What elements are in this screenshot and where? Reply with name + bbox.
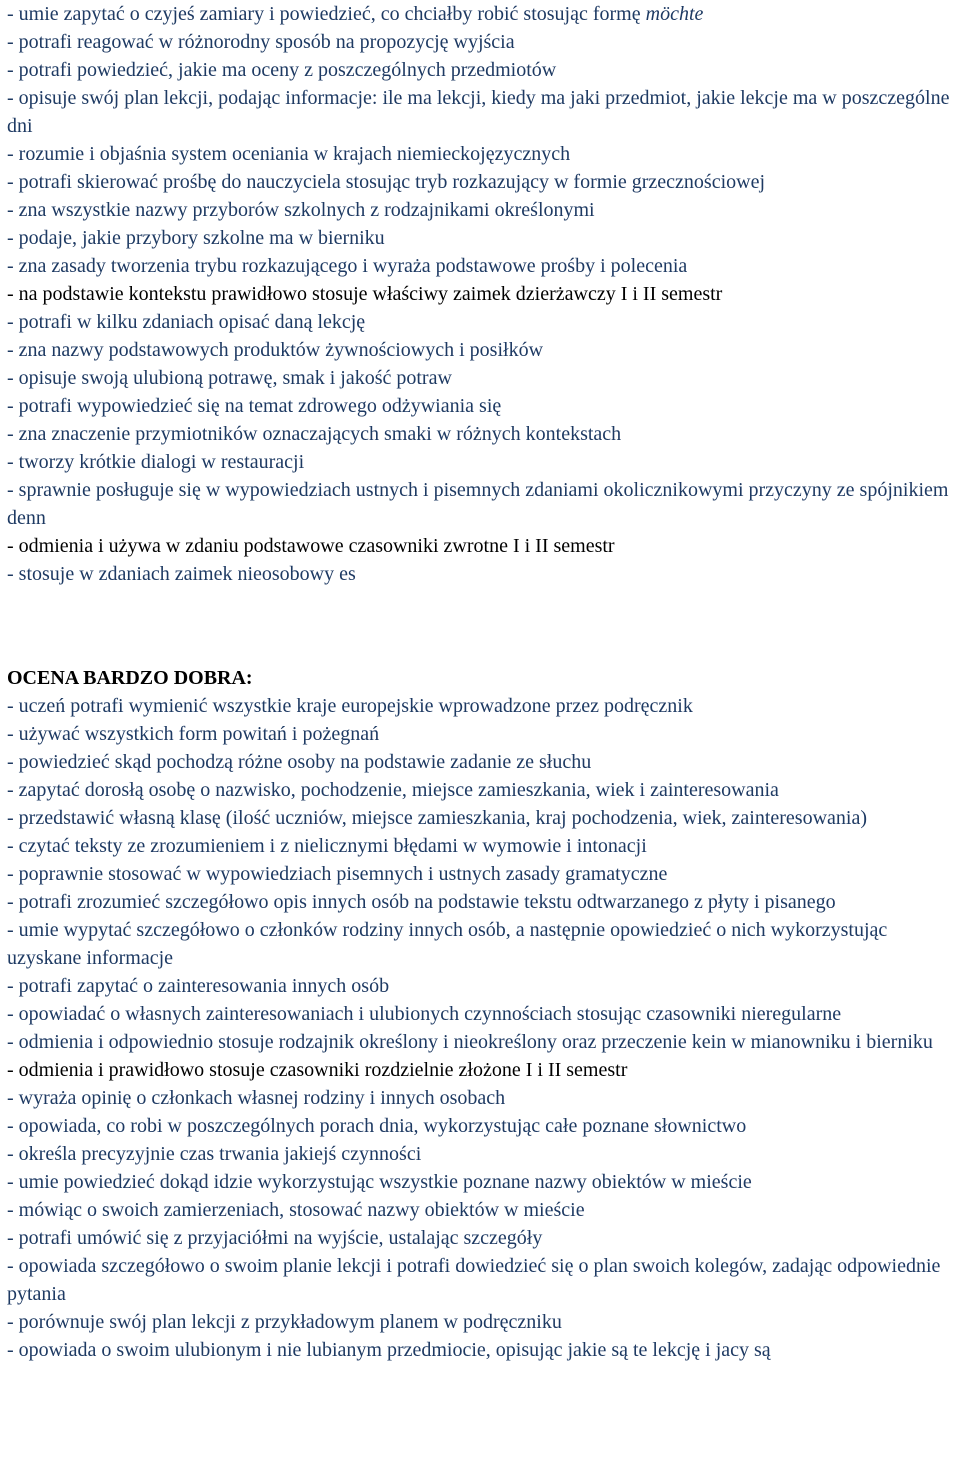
- criterion-item: [7, 168, 952, 196]
- criterion-item: [7, 560, 952, 588]
- section-heading: OCENA BARDZO DOBRA:: [7, 667, 253, 689]
- criterion-item: [7, 1308, 952, 1336]
- criterion-item: [7, 392, 952, 420]
- criterion-text: - sprawnie posługuje się w wypowiedziach ustnych i pisemnych zdaniami okolicznikowymi przyczyny ze spójnikiem denn: [7, 479, 949, 529]
- criterion-item: [7, 1112, 952, 1140]
- criterion-item: [7, 832, 952, 860]
- criterion-item: [7, 804, 952, 832]
- criterion-text: - poprawnie stosować w wypowiedziach pisemnych i ustnych zasady gramatyczne: [7, 863, 668, 885]
- criterion-text: - przedstawić własną klasę (ilość uczniów, miejsce zamieszkania, kraj pochodzenia, wiek, zainteresowania): [7, 807, 867, 829]
- criterion-text: - podaje, jakie przybory szkolne ma w bierniku: [7, 227, 385, 249]
- criterion-text: - tworzy krótkie dialogi w restauracji: [7, 451, 305, 473]
- criterion-item: [7, 1168, 952, 1196]
- criterion-item: [7, 1028, 952, 1056]
- criterion-text: - stosuje w zdaniach zaimek nieosobowy es: [7, 563, 356, 585]
- criterion-item: [7, 916, 952, 972]
- criterion-item: [7, 448, 952, 476]
- criterion-item: [7, 420, 952, 448]
- criterion-item: [7, 28, 952, 56]
- criterion-item: [7, 56, 952, 84]
- criterion-item: [7, 84, 952, 140]
- criterion-text: - zna wszystkie nazwy przyborów szkolnych z rodzajnikami określonymi: [7, 199, 595, 221]
- criterion-text: - umie zapytać o czyjeś zamiary i powiedzieć, co chciałby robić stosując formę: [7, 3, 646, 25]
- criterion-text: - potrafi zrozumieć szczegółowo opis innych osób na podstawie tekstu odtwarzanego z płyty i pisanego: [7, 891, 836, 913]
- criterion-text: - potrafi reagować w różnorodny sposób na propozycję wyjścia: [7, 31, 515, 53]
- criterion-text: - umie wypytać szczegółowo o członków rodziny innych osób, a następnie opowiedzieć o nich wykorzystując uzyskane informacje: [7, 919, 888, 969]
- criterion-item: [7, 1224, 952, 1252]
- criterion-item: [7, 196, 952, 224]
- criterion-text: - opisuje swoją ulubioną potrawę, smak i jakość potraw: [7, 367, 452, 389]
- criterion-text: - zna nazwy podstawowych produktów żywnościowych i posiłków: [7, 339, 544, 361]
- criterion-text: - zna znaczenie przymiotników oznaczających smaki w różnych kontekstach: [7, 423, 622, 445]
- criterion-item: [7, 776, 952, 804]
- criterion-text: - opowiadać o własnych zainteresowaniach i ulubionych czynnościach stosując czasowniki nieregularne: [7, 1003, 842, 1025]
- criterion-item: [7, 308, 952, 336]
- criterion-text: - odmienia i odpowiednio stosuje rodzajnik określony i nieokreślony oraz przeczenie kein w mianowniku i bierniku: [7, 1031, 933, 1053]
- criterion-item: [7, 748, 952, 776]
- criterion-text: - na podstawie kontekstu prawidłowo stosuje właściwy zaimek dzierżawczy I i II semestr: [7, 283, 723, 305]
- criteria-list-1: [7, 0, 952, 588]
- criterion-text: - zapytać dorosłą osobę o nazwisko, pochodzenie, miejsce zamieszkania, wiek i zainteresowania: [7, 779, 779, 801]
- criterion-text: - potrafi wypowiedzieć się na temat zdrowego odżywiania się: [7, 395, 502, 417]
- criterion-item: [7, 972, 952, 1000]
- criterion-text: - uczeń potrafi wymienić wszystkie kraje europejskie wprowadzone przez podręcznik: [7, 695, 693, 717]
- criterion-item: [7, 1000, 952, 1028]
- criterion-text: - potrafi umówić się z przyjaciółmi na wyjście, ustalając szczegóły: [7, 1227, 543, 1249]
- criterion-text: - umie powiedzieć dokąd idzie wykorzystując wszystkie poznane nazwy obiektów w mieście: [7, 1171, 752, 1193]
- criterion-text: - opowiada szczegółowo o swoim planie lekcji i potrafi dowiedzieć się o plan swoich kolegów, zadając odpowiednie pytania: [7, 1255, 941, 1305]
- criterion-item: [7, 692, 952, 720]
- criterion-item: [7, 1084, 952, 1112]
- criterion-text: - wyraża opinię o członkach własnej rodziny i innych osobach: [7, 1087, 506, 1109]
- criterion-text: - zna zasady tworzenia trybu rozkazującego i wyraża podstawowe prośby i polecenia: [7, 255, 688, 277]
- criterion-item: [7, 860, 952, 888]
- criterion-item: [7, 1252, 952, 1308]
- criterion-item: [7, 888, 952, 916]
- criterion-item: [7, 1140, 952, 1168]
- criterion-item: [7, 140, 952, 168]
- criterion-emphasis: möchte: [645, 3, 704, 25]
- criterion-text: - potrafi w kilku zdaniach opisać daną lekcję: [7, 311, 366, 333]
- criterion-item: [7, 364, 952, 392]
- criterion-text: - czytać teksty ze zrozumieniem i z nielicznymi błędami w wymowie i intonacji: [7, 835, 647, 857]
- criterion-text: - określa precyzyjnie czas trwania jakiejś czynności: [7, 1143, 422, 1165]
- criterion-item: [7, 336, 952, 364]
- criterion-text: - potrafi zapytać o zainteresowania innych osób: [7, 975, 390, 997]
- criterion-text: - porównuje swój plan lekcji z przykładowym planem w podręczniku: [7, 1311, 562, 1333]
- criterion-text: - rozumie i objaśnia system oceniania w krajach niemieckojęzycznych: [7, 143, 571, 165]
- criterion-item: [7, 1056, 952, 1084]
- criterion-item: [7, 280, 952, 308]
- section-spacer: [7, 588, 952, 644]
- criterion-text: - potrafi skierować prośbę do nauczyciela stosując tryb rozkazujący w formie grzecznościowej: [7, 171, 766, 193]
- criterion-item: [7, 1196, 952, 1224]
- criterion-item: [7, 252, 952, 280]
- criterion-item: [7, 1336, 952, 1364]
- criterion-item: [7, 532, 952, 560]
- criterion-text: - powiedzieć skąd pochodzą różne osoby na podstawie zadanie ze słuchu: [7, 751, 592, 773]
- criterion-item: [7, 0, 952, 28]
- criterion-text: - odmienia i prawidłowo stosuje czasowniki rozdzielnie złożone I i II semestr: [7, 1059, 628, 1081]
- criterion-item: [7, 720, 952, 748]
- criterion-text: - mówiąc o swoich zamierzeniach, stosować nazwy obiektów w mieście: [7, 1199, 585, 1221]
- criteria-list-2: [7, 692, 952, 1364]
- criterion-text: - opisuje swój plan lekcji, podając informacje: ile ma lekcji, kiedy ma jaki przedmiot, jakie lekcje ma w poszczególne dni: [7, 87, 950, 137]
- criterion-text: - opowiada, co robi w poszczególnych porach dnia, wykorzystując całe poznane słownictwo: [7, 1115, 747, 1137]
- criterion-text: - potrafi powiedzieć, jakie ma oceny z poszczególnych przedmiotów: [7, 59, 557, 81]
- criterion-text: - opowiada o swoim ulubionym i nie lubianym przedmiocie, opisując jakie są te lekcję i jacy są: [7, 1339, 771, 1361]
- criterion-text: - używać wszystkich form powitań i pożegnań: [7, 723, 380, 745]
- criterion-item: [7, 224, 952, 252]
- criterion-item: [7, 476, 952, 532]
- criterion-text: - odmienia i używa w zdaniu podstawowe czasowniki zwrotne I i II semestr: [7, 535, 615, 557]
